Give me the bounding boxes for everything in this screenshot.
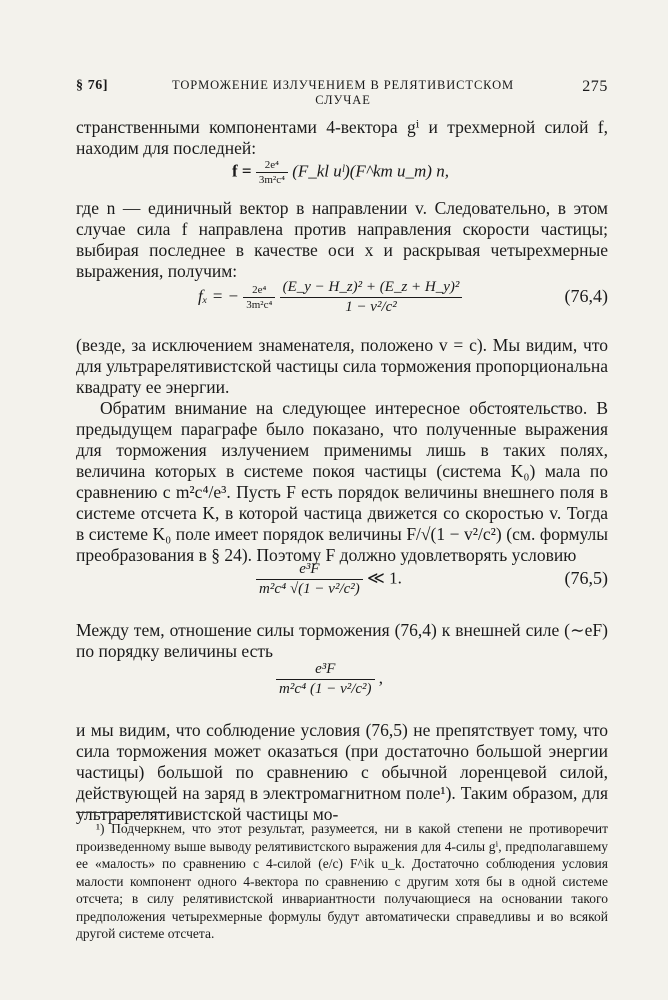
formula-force-coef-den: 3m²c⁴ [258,174,285,186]
formula-ratio-tail: , [378,668,384,688]
formula-force-lhs: f = [232,161,252,181]
paragraph-2: где n — единичный вектор в направлении v. Следовательно, в этом случае сила f направлена против направления скорости частицы; выбирая последнее в качестве оси x и раскрывая четырехмерные выражения, получим: [76,198,608,281]
paragraph-6: и мы видим, что соблюдение условия (76,5) не препятствует тому, что сила торможения может оказаться (при достаточно большой энергии частицы) большой по сравнению с обычной лоренцевой силой, действующей на заряд в электромагнитном поле¹). Таким образом, для ультрарелятивистской частицы мо- [76,720,608,824]
formula-76-5-numerator: e³F [256,560,363,580]
formula-ratio-numerator: e³F [276,660,375,680]
paragraph-4: Обратим внимание на следующее интересное обстоятельство. В предыдущем параграфе было показано, что полученные выражения для торможения излучением применимы лишь в таких полях, величина которых в системе покоя частицы (система K₀) мала по сравнению с m²c⁴/e³. Пусть F есть порядок величины внешнего поля в системе отсчета K, в которой частица движется со скоростью v. Тогда в системе K₀ поле имеет порядок величины F/√(1 − v²/c²) (см. формулы преобразования в § 24). Поэтому F должно удовлетворять условию [76,398,608,565]
section-ref: § 76] [76,78,109,93]
equation-number-76-4: (76,4) [564,286,608,306]
formula-76-5 [256,560,402,599]
formula-76-4-coef-den: 3m²c⁴ [246,299,273,311]
footnote-rule [76,812,166,813]
paragraph-5: Между тем, отношение силы торможения (76,4) к внешней силе (∼eF) по порядку величины есть [76,620,608,661]
formula-76-4-coef-num: 2e⁴ [243,283,275,298]
running-title: ТОРМОЖЕНИЕ ИЗЛУЧЕНИЕМ В РЕЛЯТИВИСТСКОМ СЛУЧАЕ [171,78,515,107]
formula-76-4 [198,278,462,317]
formula-76-4-denominator: 1 − v²/c² [345,299,397,315]
running-header [76,78,608,107]
equation-number-76-5: (76,5) [564,568,608,588]
paragraph-3: (везде, за исключением знаменателя, положено v = c). Мы видим, что для ультрарелятивистской частицы сила торможения пропорциональна квадрату ее энергии. [76,335,608,397]
formula-76-4-lhs: fₓ = − [198,286,239,306]
formula-ratio [276,660,383,699]
formula-force-rhs: (F_kl uˡ)(F^km u_m) n, [292,161,449,181]
footnote-1: ¹) Подчеркнем, что этот результат, разумеется, ни в какой степени не противоречит произведенному выше выводу релятивистского выражения для 4-силы gⁱ, предполагавшему ее «малость» по сравнению с 4-силой (e/c) F^ik u_k. Достаточно соблюдения условия малости компонент одного 4-вектора по сравнению с другим хотя бы в одной системе отсчета; в силу релятивистской инвариантности получающиеся на основании такого предположения четырехмерные формулы будут автоматически справедливы и во всякой другой системе отсчета. [76,821,608,941]
paragraph-1: странственными компонентами 4-вектора gⁱ и трехмерной силой f, находим для последней: [76,117,608,158]
formula-76-4-numerator: (E_y − H_z)² + (E_z + H_y)² [280,278,463,298]
formula-76-5-relation: ≪ 1. [367,568,402,588]
formula-76-5-denominator: m²c⁴ √(1 − v²/c²) [259,581,360,597]
formula-force [232,158,449,187]
page-number: 275 [582,78,608,95]
formula-ratio-denominator: m²c⁴ (1 − v²/c²) [279,681,372,697]
formula-force-coef-num: 2e⁴ [256,158,288,173]
